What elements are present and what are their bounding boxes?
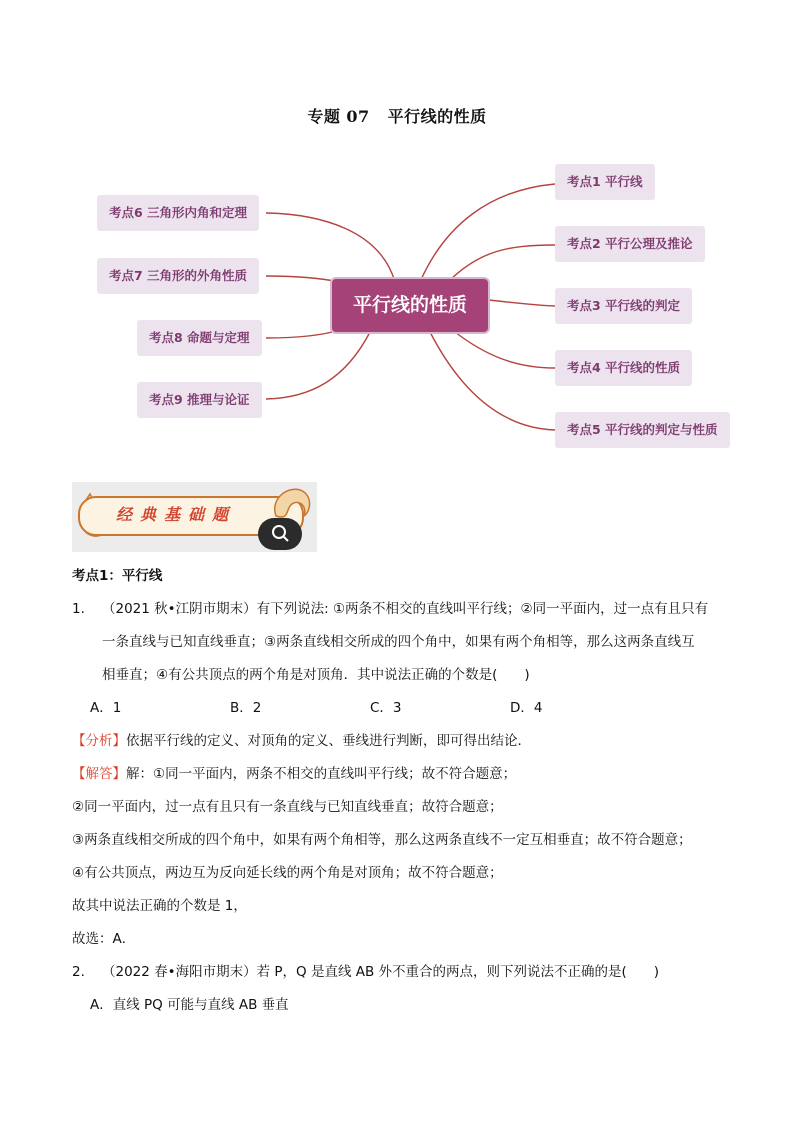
analysis-text: 依据平行线的定义、对顶角的定义、垂线进行判断，即可得出结论． [126, 733, 531, 749]
connector-7 [266, 276, 340, 282]
search-icon [258, 518, 302, 550]
q2-line-1 [72, 956, 722, 989]
node-kaodian-2: 考点2 平行公理及推论 [555, 226, 705, 262]
connector-4 [455, 332, 555, 368]
q1-line-1 [72, 593, 722, 626]
node-kaodian-8: 考点8 命题与定理 [137, 320, 262, 356]
connector-5 [430, 332, 555, 430]
node-kaodian-5: 考点5 平行线的判定与性质 [555, 412, 730, 448]
mindmap-center: 平行线的性质 [332, 279, 488, 332]
analysis-tag: 【分析】 [72, 733, 126, 749]
answer-line-6: 故选：A． [72, 931, 136, 947]
banner-label: 经典基础题 [116, 505, 237, 524]
answer-tag: 【解答】 [72, 766, 126, 782]
connector-8 [266, 330, 340, 338]
node-kaodian-6: 考点6 三角形内角和定理 [97, 195, 259, 231]
node-kaodian-9: 考点9 推理与论证 [137, 382, 262, 418]
answer-line-4: ④有公共顶点，两边互为反向延长线的两个角是对顶角；故不符合题意； [72, 865, 503, 881]
q1-answer [72, 758, 722, 791]
connector-1 [420, 184, 555, 282]
q1-option-a: A．1 [90, 700, 122, 716]
document-body [72, 560, 722, 1022]
q2-option-a: A．直线 PQ 可能与直线 AB 垂直 [90, 997, 289, 1013]
q1-option-b: B．2 [230, 700, 262, 716]
q1-stem-2: 一条直线与已知直线垂直；③两条直线相交所成的四个角中，如果有两个角相等，那么这两条直线互 [102, 634, 695, 650]
node-kaodian-1: 考点1 平行线 [555, 164, 655, 200]
banner-search-button [258, 518, 302, 550]
q1-number: 1. [72, 601, 85, 617]
title-prefix: 专题 07 [307, 107, 370, 126]
node-kaodian-3: 考点3 平行线的判定 [555, 288, 692, 324]
connector-2 [448, 245, 555, 282]
q1-option-c: C．3 [370, 700, 402, 716]
answer-text-1: 解：①同一平面内，两条不相交的直线叫平行线；故不符合题意； [126, 766, 517, 782]
q1-analysis [72, 725, 722, 758]
section-banner [72, 482, 317, 552]
answer-line-5: 故其中说法正确的个数是 1， [72, 898, 247, 914]
q1-stem-1: （2021 秋•江阴市期末）有下列说法: ①两条不相交的直线叫平行线；②同一平面内，过一点有且只有 [102, 601, 709, 617]
section-heading: 考点1：平行线 [72, 568, 163, 584]
connector-6 [266, 213, 395, 282]
q1-options [72, 692, 722, 725]
q2-stem: （2022 春•海阳市期末）若 P，Q 是直线 AB 外不重合的两点，则下列说法不正确的是( ) [102, 964, 660, 980]
q1-option-d: D．4 [510, 700, 543, 716]
node-kaodian-7: 考点7 三角形的外角性质 [97, 258, 259, 294]
answer-line-2: ②同一平面内，过一点有且只有一条直线与已知直线垂直；故符合题意； [72, 799, 503, 815]
answer-line-3: ③两条直线相交所成的四个角中，如果有两个角相等，那么这两条直线不一定互相垂直；故不符合题意； [72, 832, 692, 848]
connector-9 [266, 332, 370, 399]
title-main: 平行线的性质 [387, 107, 487, 126]
connector-3 [488, 300, 555, 306]
q2-number: 2. [72, 964, 85, 980]
q1-stem-3: 相垂直；④有公共顶点的两个角是对顶角．其中说法正确的个数是( ) [102, 667, 530, 683]
node-kaodian-4: 考点4 平行线的性质 [555, 350, 692, 386]
